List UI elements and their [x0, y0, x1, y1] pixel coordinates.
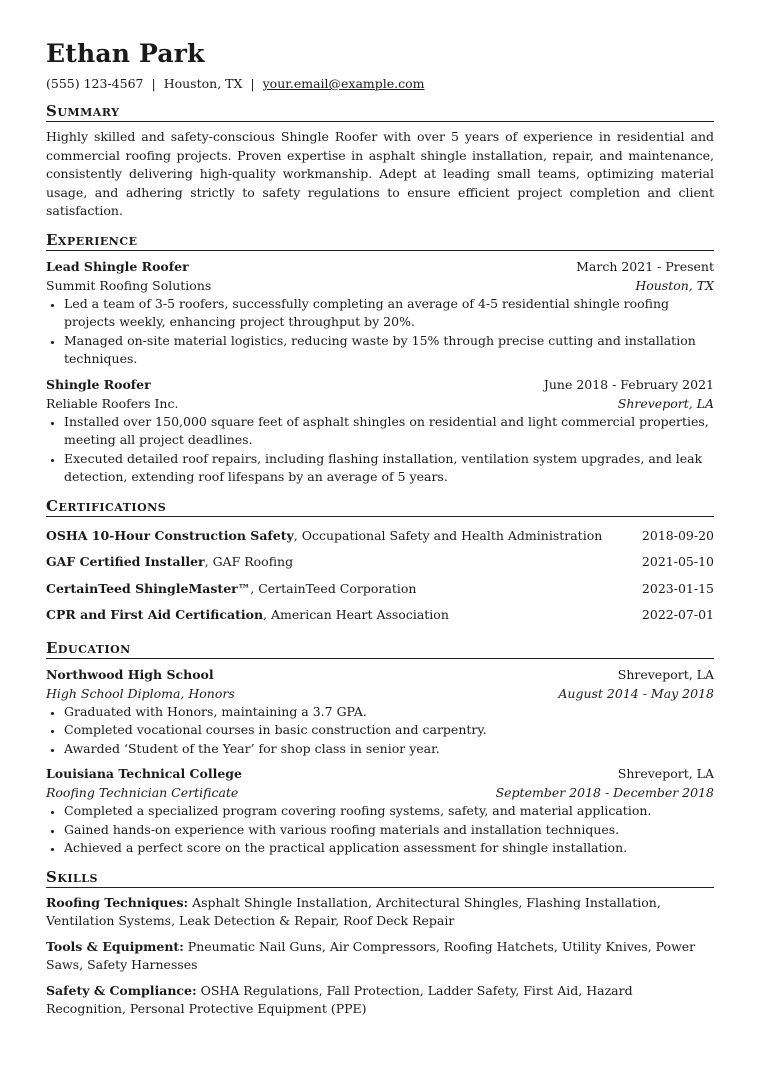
school-location: Shreveport, LA — [617, 766, 714, 781]
certification-date: 2018-09-20 — [641, 527, 714, 543]
education-dates: September 2018 - December 2018 — [495, 785, 714, 800]
section-title-certifications: Certifications — [46, 497, 714, 517]
job-dates: March 2021 - Present — [576, 258, 714, 274]
education-bullet: • Completed a specialized program covering roofing systems, safety, and material application. — [64, 802, 714, 821]
school-name: Northwood High School — [46, 666, 214, 682]
job-bullet: • Executed detailed roof repairs, including flashing installation, ventilation system upgrades, and leak detection, extending roof lifespans by an average of 5 years. — [64, 450, 714, 487]
skill-list: Asphalt Shingle Installation, Architectural Shingles, Flashing Installation, Ventilation Systems, Leak Detection & Repair, Roof Deck Repair — [46, 894, 661, 928]
education-bullet: • Awarded ‘Student of the Year’ for shop class in senior year. — [64, 740, 714, 759]
section-title-education: Education — [46, 639, 714, 659]
skill-line — [46, 894, 714, 931]
certification-item — [46, 602, 714, 629]
education-bullet: • Graduated with Honors, maintaining a 3.7 GPA. — [64, 703, 714, 722]
skill-category: Tools & Equipment: — [46, 938, 184, 954]
section-title-experience: Experience — [46, 231, 714, 251]
summary-text: Highly skilled and safety-conscious Shingle Roofer with over 5 years of experience in residential and commercial roofing projects. Proven expertise in asphalt shingle installation, repair, and maintenance, consistently delivering high-quality workmanship. Adept at leading small teams, optimizing material usage, and adhering strictly to safety regulations to ensure efficient project completion and client satisfaction. — [46, 129, 714, 218]
contact-line — [46, 76, 714, 92]
skill-line — [46, 938, 714, 975]
job-bullets — [46, 413, 714, 487]
location: Houston, TX — [163, 76, 243, 91]
school-location: Shreveport, LA — [617, 666, 714, 682]
company-name: Summit Roofing Solutions — [46, 277, 212, 293]
job-bullet: • Led a team of 3-5 roofers, successfully completing an average of 4-5 residential shingle roofing projects weekly, enhancing project throughput by 20%. — [64, 295, 714, 332]
education-entry — [46, 665, 714, 759]
education-bullet: • Achieved a perfect score on the practical application assessment for shingle installation. — [64, 839, 714, 858]
certification-issuer: , Occupational Safety and Health Administration — [293, 527, 603, 543]
certification-issuer: , CertainTeed Corporation — [250, 580, 417, 596]
certification-item — [46, 576, 714, 603]
certification-name: CPR and First Aid Certification — [46, 607, 264, 622]
education-bullet: • Completed vocational courses in basic construction and carpentry. — [64, 721, 714, 740]
contact-separator: | — [151, 76, 156, 91]
skill-category: Safety & Compliance: — [46, 982, 197, 998]
certification-date: 2021-05-10 — [641, 554, 714, 569]
section-title-summary: Summary — [46, 102, 714, 122]
education-bullets — [46, 802, 714, 858]
certification-issuer: , GAF Roofing — [204, 554, 294, 569]
certification-issuer: , American Heart Association — [263, 607, 449, 622]
degree-name: Roofing Technician Certificate — [46, 785, 239, 800]
phone-number: (555) 123-4567 — [46, 76, 144, 91]
section-title-skills: Skills — [46, 868, 714, 888]
certification-item — [46, 523, 714, 550]
certification-name: CertainTeed ShingleMaster™ — [46, 580, 251, 596]
certification-name: GAF Certified Installer — [46, 554, 205, 569]
candidate-name: Ethan Park — [46, 39, 205, 68]
education-bullets — [46, 703, 714, 759]
job-bullet: • Installed over 150,000 square feet of asphalt shingles on residential and light commercial properties, meeting all project deadlines. — [64, 413, 714, 450]
job-bullets — [46, 295, 714, 369]
skill-list: OSHA Regulations, Fall Protection, Ladder Safety, First Aid, Hazard Recognition, Personal Protective Equipment (PPE) — [46, 982, 633, 1016]
job-bullet: • Managed on-site material logistics, reducing waste by 15% through precise cutting and installation techniques. — [64, 332, 714, 369]
job-role: Lead Shingle Roofer — [46, 258, 189, 274]
certification-date: 2023-01-15 — [641, 580, 714, 596]
certification-item — [46, 549, 714, 576]
school-name: Louisiana Technical College — [46, 766, 242, 781]
degree-name: High School Diploma, Honors — [46, 685, 235, 701]
education-bullet: • Gained hands-on experience with various roofing materials and installation techniques. — [64, 821, 714, 840]
education-entry — [46, 764, 714, 858]
job-location: Houston, TX — [635, 277, 714, 293]
skill-line — [46, 982, 714, 1019]
certification-date: 2022-07-01 — [641, 607, 714, 622]
experience-entry — [46, 257, 714, 369]
experience-entry — [46, 375, 714, 487]
skill-category: Roofing Techniques: — [46, 894, 189, 910]
certification-name: OSHA 10-Hour Construction Safety — [46, 527, 294, 543]
education-dates: August 2014 - May 2018 — [558, 685, 714, 701]
job-role: Shingle Roofer — [46, 376, 151, 392]
job-dates: June 2018 - February 2021 — [543, 376, 714, 392]
company-name: Reliable Roofers Inc. — [46, 395, 179, 411]
job-location: Shreveport, LA — [617, 395, 714, 411]
email-link[interactable]: your.email@example.com — [262, 76, 425, 91]
skill-list: Pneumatic Nail Guns, Air Compressors, Roofing Hatchets, Utility Knives, Power Saws, Safety Harnesses — [46, 938, 696, 972]
contact-separator: | — [250, 76, 255, 91]
